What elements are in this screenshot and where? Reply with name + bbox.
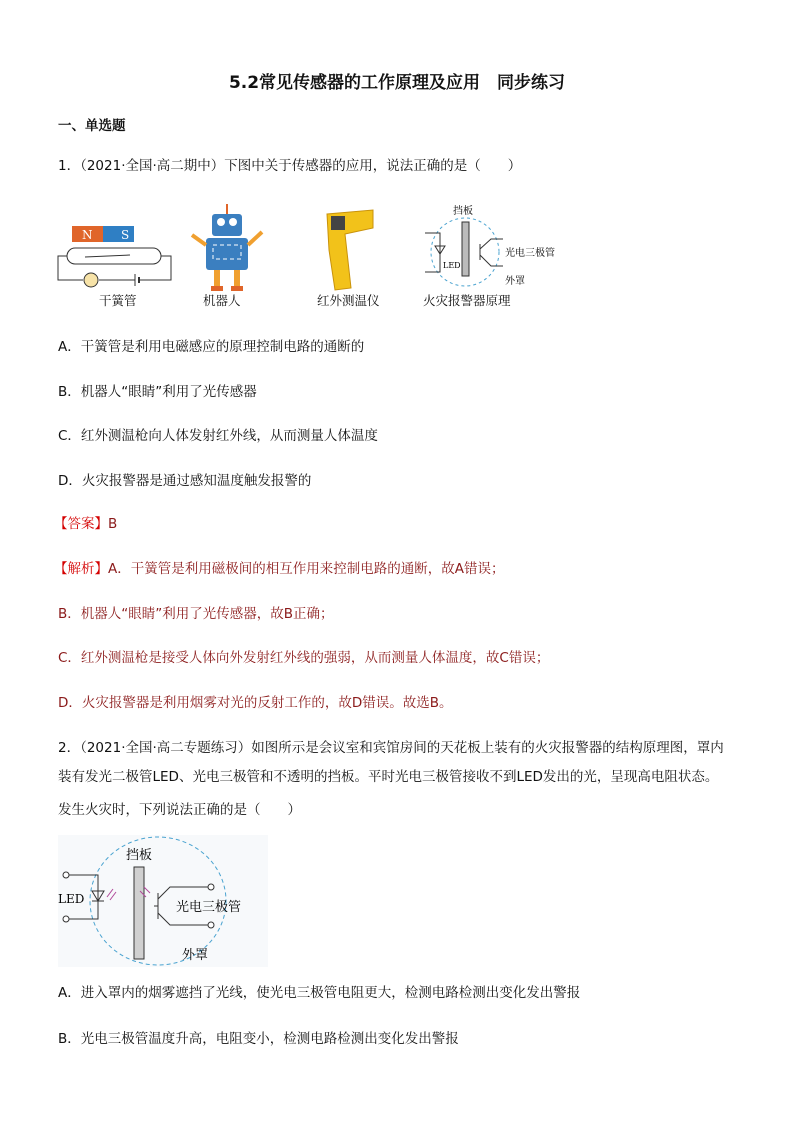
phototransistor-label: 光电三极管 <box>505 248 555 259</box>
q2-option-a: A．进入罩内的烟雾遮挡了光线，使光电三极管电阻更大，检测电路检测出变化发出警报 <box>58 985 581 1001</box>
answer-value: B <box>108 516 118 532</box>
infrared-thermometer-illustration <box>327 210 373 290</box>
baffle-label: 挡板 <box>126 848 153 863</box>
question-2-stem-line-1: 2．（2021·全国·高二专题练习）如图所示是会议室和宾馆房间的天花板上装有的火灾报警器的结构原理图，罩内 <box>58 740 724 756</box>
question-2-stem-line-2: 装有发光二极管LED、光电三极管和不透明的挡板。平时光电三极管接收不到LED发出的光，呈现高电阻状态。 <box>58 769 719 785</box>
question-1-figure <box>55 200 565 312</box>
q1-option-b: B．机器人“眼睛”利用了光传感器 <box>58 384 257 400</box>
analysis-line: A．干簧管是利用磁极间的相互作用来控制电路的通断，故A错误； <box>108 561 505 577</box>
q1-analysis-b: B．机器人“眼睛”利用了光传感器，故B正确； <box>58 606 334 622</box>
question-1-stem: 1．（2021·全国·高二期中）下图中关于传感器的应用，说法正确的是（ ） <box>58 158 522 174</box>
led-label: LED <box>443 261 461 270</box>
cover-label: 外罩 <box>505 276 525 287</box>
caption-ir-thermometer: 红外测温仪 <box>317 293 380 308</box>
section-heading: 一、单选题 <box>58 118 126 134</box>
page-title: 5.2常见传感器的工作原理及应用 同步练习 <box>228 73 566 93</box>
q1-analysis-d: D．火灾报警器是利用烟雾对光的反射工作的，故D错误。故选B。 <box>58 695 453 711</box>
magnet-s-label: S <box>121 228 130 242</box>
q1-option-d: D．火灾报警器是通过感知温度触发报警的 <box>58 473 312 489</box>
fire-alarm-structure-diagram <box>58 835 268 967</box>
caption-reed-switch: 干簧管 <box>99 293 137 308</box>
q1-analysis-c: C．红外测温枪是接受人体向外发射红外线的强弱，从而测量人体温度，故C错误； <box>58 650 550 666</box>
question-2-figure <box>58 835 268 967</box>
question-2-stem-line-3: 发生火灾时，下列说法正确的是（ ） <box>58 802 301 818</box>
fire-alarm-diagram <box>425 204 555 287</box>
q2-option-b: B．光电三极管温度升高，电阻变小，检测电路检测出变化发出警报 <box>58 1031 459 1047</box>
q1-option-a: A．干簧管是利用电磁感应的原理控制电路的通断的 <box>58 339 365 355</box>
caption-robot: 机器人 <box>203 293 241 308</box>
led-label: LED <box>58 892 85 906</box>
answer-label: 【答案】 <box>54 516 108 532</box>
baffle-label: 挡板 <box>453 206 473 217</box>
q1-analysis-a <box>54 560 504 578</box>
reed-switch-diagram <box>58 226 171 287</box>
phototransistor-label: 光电三极管 <box>176 900 242 915</box>
analysis-label: 【解析】 <box>54 561 108 577</box>
sensor-illustrations <box>55 200 565 292</box>
q1-option-c: C．红外测温枪向人体发射红外线，从而测量人体温度 <box>58 428 378 444</box>
cover-label: 外罩 <box>182 948 209 963</box>
caption-fire-alarm: 火灾报警器原理 <box>423 293 511 308</box>
robot-illustration <box>192 204 262 291</box>
magnet-n-label: N <box>82 228 93 242</box>
q1-answer <box>54 515 117 533</box>
